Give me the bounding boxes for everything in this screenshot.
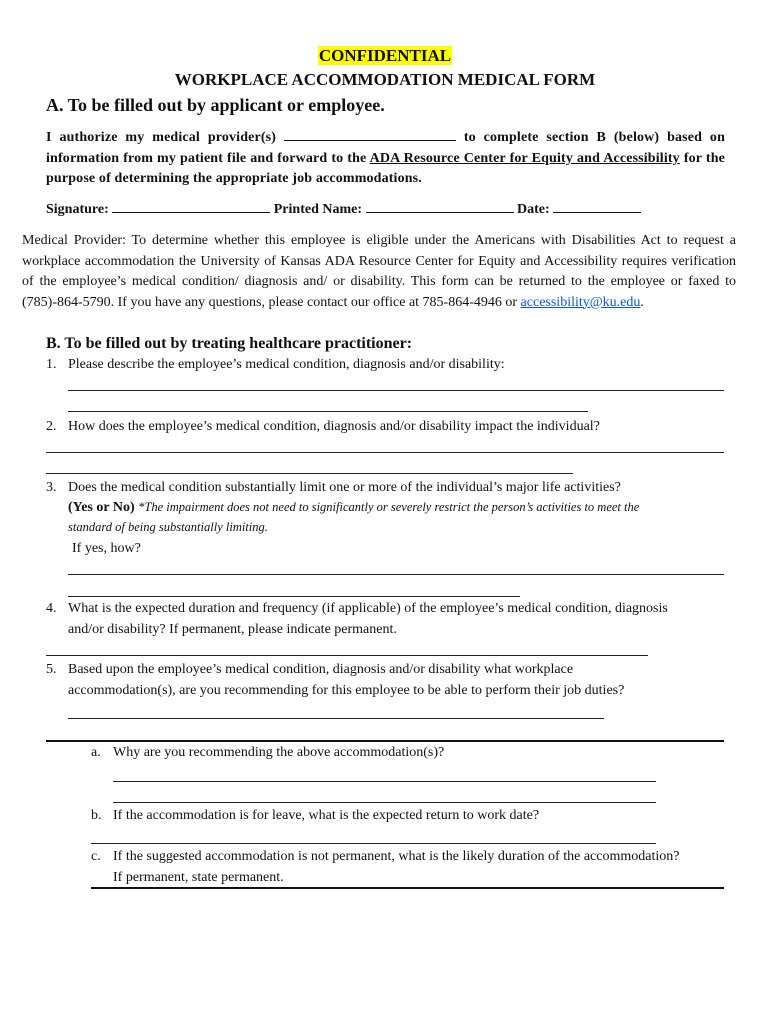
q4-number: 4.: [46, 601, 57, 616]
qb-letter: b.: [91, 808, 102, 823]
q5-divider: [46, 740, 724, 742]
q4-answer-line[interactable]: [46, 655, 648, 656]
qc-text-line-1: If the suggested accommodation is not permanent, what is the likely duration of the accommodation?: [113, 849, 680, 864]
q1-answer-line-1[interactable]: [68, 390, 724, 391]
provider-instructions-end: .: [640, 294, 644, 310]
q3-answer-line-2[interactable]: [68, 596, 520, 597]
provider-name-field[interactable]: [284, 128, 456, 141]
email-link[interactable]: accessibility@ku.edu: [520, 294, 641, 310]
qb-answer-line[interactable]: [91, 843, 656, 844]
yes-no-prompt: (Yes or No): [68, 500, 135, 515]
q5-text-line-1: Based upon the employee’s medical condition, diagnosis and/or disability what workplace: [68, 662, 574, 677]
qa-letter: a.: [91, 745, 101, 760]
q4-text-line-2: and/or disability? If permanent, please indicate permanent.: [68, 622, 397, 637]
q3-text: Does the medical condition substantially limit one or more of the individual’s major life activities?: [68, 480, 621, 495]
auth-text-3: for the purpose of determining the appropriate job accommodations.: [46, 150, 725, 186]
signature-label: Signature:: [46, 202, 109, 217]
qa-answer-line-1[interactable]: [113, 781, 656, 782]
q5-number: 5.: [46, 662, 57, 677]
qb-text: If the accommodation is for leave, what is the expected return to work date?: [113, 808, 540, 823]
q3-answer-line-1[interactable]: [68, 574, 724, 575]
provider-instructions: [22, 231, 736, 313]
qc-text-line-2: If permanent, state permanent.: [113, 870, 284, 885]
q5-answer-line[interactable]: [68, 718, 604, 719]
q1-number: 1.: [46, 357, 57, 372]
q3-note-line-2: standard of being substantially limiting.: [68, 520, 268, 534]
q3-note-line-1: *The impairment does not need to significantly or severely restrict the person’s activities to meet the: [138, 500, 640, 514]
form-title: WORKPLACE ACCOMMODATION MEDICAL FORM: [174, 70, 596, 89]
printed-name-label: Printed Name:: [273, 202, 363, 217]
confidential-highlight: CONFIDENTIAL: [318, 46, 452, 65]
q3-number: 3.: [46, 480, 57, 495]
q2-number: 2.: [46, 419, 57, 434]
signature-row: [46, 200, 641, 218]
q3-yes-no-row: [68, 500, 639, 516]
q5-text-line-2: accommodation(s), are you recommending for this employee to be able to perform their job duties?: [68, 683, 625, 698]
confidential-label: [0, 46, 770, 66]
q3-if-yes: If yes, how?: [72, 541, 141, 556]
provider-instructions-text: Medical Provider: To determine whether this employee is eligible under the Americans with Disabilities Act to request a workplace accommodation the University of Kansas ADA Resource Center for Equity and Accessibility requires verification of the employee’s medical condition/ diagnosis and/ or disability. This form can be returned to the employee or faxed to (785)-864-5790. If you have any questions, please contact our office at 785-864-4946 or: [22, 233, 736, 310]
printed-name-field[interactable]: [366, 200, 514, 213]
q2-answer-line-1[interactable]: [46, 452, 724, 453]
qc-letter: c.: [91, 849, 101, 864]
q1-text: Please describe the employee’s medical condition, diagnosis and/or disability:: [68, 357, 505, 372]
qa-answer-line-2[interactable]: [113, 802, 656, 803]
section-a-heading: A. To be filled out by applicant or employee.: [46, 95, 385, 115]
auth-text-2: to complete section B (below) based on information from my patient file and forward to the: [46, 130, 726, 166]
date-field[interactable]: [553, 200, 641, 213]
qc-bottom-rule: [91, 887, 724, 889]
authorization-paragraph: [46, 128, 725, 190]
auth-text-1: I authorize my medical provider(s): [46, 130, 277, 145]
ada-center-name: ADA Resource Center for Equity and Accessibility: [369, 150, 680, 166]
qa-text: Why are you recommending the above accommodation(s)?: [113, 745, 445, 760]
q4-text-line-1: What is the expected duration and frequency (if applicable) of the employee’s medical condition, diagnosis: [68, 601, 668, 616]
section-b-heading: B. To be filled out by treating healthcare practitioner:: [46, 335, 413, 352]
q1-answer-line-2[interactable]: [68, 411, 588, 412]
signature-field[interactable]: [112, 200, 270, 213]
q2-text: How does the employee’s medical condition, diagnosis and/or disability impact the individual?: [68, 419, 600, 434]
date-label: Date:: [517, 202, 550, 217]
q2-answer-line-2[interactable]: [46, 473, 573, 474]
